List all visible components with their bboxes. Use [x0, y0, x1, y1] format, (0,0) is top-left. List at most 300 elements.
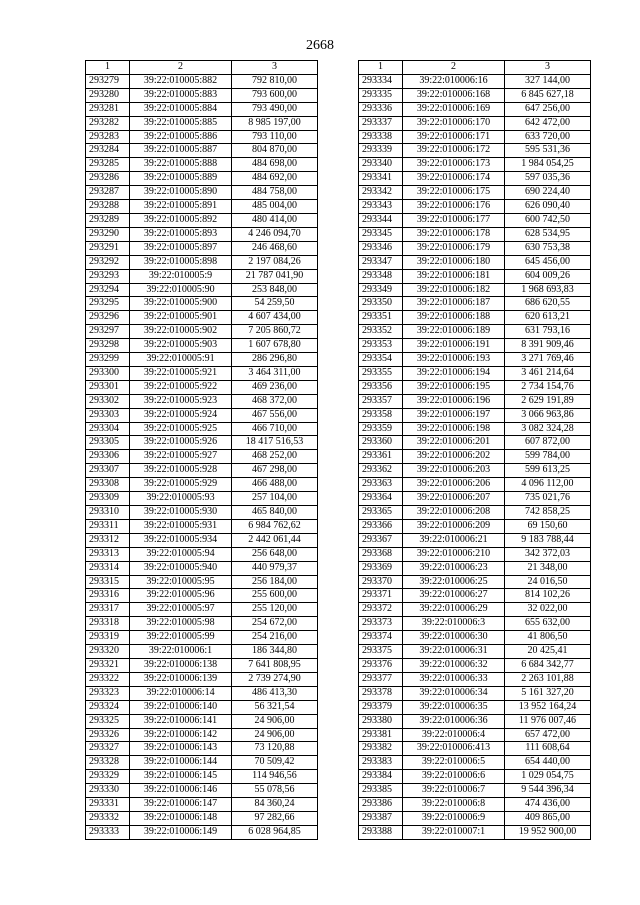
row-number: 293348 [359, 269, 403, 283]
cadastral-number: 39:22:010006:146 [130, 784, 232, 798]
cadastral-number: 39:22:010006:5 [403, 756, 505, 770]
cadastral-number: 39:22:010005:921 [130, 366, 232, 380]
table-row [359, 172, 591, 186]
table-row [86, 102, 318, 116]
row-number: 293314 [86, 561, 130, 575]
row-number: 293319 [86, 631, 130, 645]
cadastral-value: 255 120,00 [232, 603, 318, 617]
row-number: 293350 [359, 297, 403, 311]
row-number: 293323 [86, 686, 130, 700]
table-row [86, 533, 318, 547]
cadastral-value: 4 607 434,00 [232, 311, 318, 325]
table-row [359, 798, 591, 812]
cadastral-value: 604 009,26 [505, 269, 591, 283]
cadastral-value: 793 490,00 [232, 102, 318, 116]
right-register-table [358, 60, 591, 840]
row-number: 293380 [359, 714, 403, 728]
row-number: 293299 [86, 353, 130, 367]
table-row [359, 756, 591, 770]
table-row [86, 478, 318, 492]
cadastral-value: 111 608,64 [505, 742, 591, 756]
row-number: 293280 [86, 88, 130, 102]
cadastral-value: 11 976 007,46 [505, 714, 591, 728]
cadastral-value: 2 442 061,44 [232, 533, 318, 547]
table-row [359, 241, 591, 255]
table-row [359, 394, 591, 408]
cadastral-value: 254 216,00 [232, 631, 318, 645]
row-number: 293295 [86, 297, 130, 311]
table-row [359, 88, 591, 102]
cadastral-number: 39:22:010006:34 [403, 686, 505, 700]
cadastral-value: 1 607 678,80 [232, 339, 318, 353]
row-number: 293307 [86, 464, 130, 478]
cadastral-value: 24 016,50 [505, 575, 591, 589]
cadastral-value: 2 734 154,76 [505, 380, 591, 394]
table-row [86, 241, 318, 255]
cadastral-value: 2 739 274,90 [232, 672, 318, 686]
table-row [359, 422, 591, 436]
table-row [86, 658, 318, 672]
row-number: 293338 [359, 130, 403, 144]
row-number: 293373 [359, 617, 403, 631]
row-number: 293330 [86, 784, 130, 798]
cadastral-value: 114 946,56 [232, 770, 318, 784]
cadastral-number: 39:22:010006:25 [403, 575, 505, 589]
cadastral-value: 595 531,36 [505, 144, 591, 158]
table-row [359, 311, 591, 325]
cadastral-number: 39:22:010005:898 [130, 255, 232, 269]
cadastral-value: 3 464 311,00 [232, 366, 318, 380]
left-register-table [85, 60, 318, 840]
cadastral-number: 39:22:010006:139 [130, 672, 232, 686]
table-row [86, 422, 318, 436]
cadastral-value: 56 321,54 [232, 700, 318, 714]
cadastral-value: 626 090,40 [505, 200, 591, 214]
cadastral-value: 645 456,00 [505, 255, 591, 269]
cadastral-number: 39:22:010005:924 [130, 408, 232, 422]
table-row [359, 130, 591, 144]
cadastral-number: 39:22:010006:6 [403, 770, 505, 784]
cadastral-number: 39:22:010007:1 [403, 825, 505, 839]
cadastral-value: 467 556,00 [232, 408, 318, 422]
cadastral-value: 484 758,00 [232, 186, 318, 200]
table-row [86, 756, 318, 770]
cadastral-number: 39:22:010005:901 [130, 311, 232, 325]
row-number: 293366 [359, 519, 403, 533]
row-number: 293362 [359, 464, 403, 478]
cadastral-number: 39:22:010006:142 [130, 728, 232, 742]
cadastral-number: 39:22:010006:16 [403, 74, 505, 88]
cadastral-number: 39:22:010006:21 [403, 533, 505, 547]
table-row [86, 450, 318, 464]
cadastral-number: 39:22:010006:168 [403, 88, 505, 102]
row-number: 293371 [359, 589, 403, 603]
cadastral-value: 628 534,95 [505, 227, 591, 241]
row-number: 293326 [86, 728, 130, 742]
table-row [86, 464, 318, 478]
cadastral-value: 468 372,00 [232, 394, 318, 408]
cadastral-value: 6 028 964,85 [232, 825, 318, 839]
cadastral-number: 39:22:010005:885 [130, 116, 232, 130]
cadastral-number: 39:22:010006:143 [130, 742, 232, 756]
cadastral-value: 3 461 214,64 [505, 366, 591, 380]
cadastral-number: 39:22:010006:32 [403, 658, 505, 672]
row-number: 293346 [359, 241, 403, 255]
row-number: 293365 [359, 506, 403, 520]
table-row [359, 617, 591, 631]
cadastral-number: 39:22:010005:930 [130, 506, 232, 520]
row-number: 293349 [359, 283, 403, 297]
row-number: 293298 [86, 339, 130, 353]
cadastral-number: 39:22:010006:201 [403, 436, 505, 450]
cadastral-number: 39:22:010005:93 [130, 492, 232, 506]
table-row [359, 339, 591, 353]
row-number: 293318 [86, 617, 130, 631]
column-header-2: 2 [403, 61, 505, 75]
cadastral-value: 1 968 693,83 [505, 283, 591, 297]
cadastral-number: 39:22:010005:94 [130, 547, 232, 561]
cadastral-number: 39:22:010006:207 [403, 492, 505, 506]
table-row [86, 686, 318, 700]
cadastral-value: 655 632,00 [505, 617, 591, 631]
table-row [86, 617, 318, 631]
table-row [359, 506, 591, 520]
cadastral-number: 39:22:010006:9 [403, 811, 505, 825]
cadastral-number: 39:22:010006:27 [403, 589, 505, 603]
table-row [359, 631, 591, 645]
table-row [86, 436, 318, 450]
table-row [86, 255, 318, 269]
table-row [86, 380, 318, 394]
cadastral-number: 39:22:010006:202 [403, 450, 505, 464]
cadastral-number: 39:22:010005:934 [130, 533, 232, 547]
cadastral-number: 39:22:010006:193 [403, 353, 505, 367]
table-row [359, 366, 591, 380]
row-number: 293382 [359, 742, 403, 756]
cadastral-value: 4 096 112,00 [505, 478, 591, 492]
cadastral-value: 8 391 909,46 [505, 339, 591, 353]
cadastral-number: 39:22:010005:97 [130, 603, 232, 617]
row-number: 293379 [359, 700, 403, 714]
cadastral-number: 39:22:010006:35 [403, 700, 505, 714]
row-number: 293322 [86, 672, 130, 686]
cadastral-number: 39:22:010006:149 [130, 825, 232, 839]
cadastral-number: 39:22:010005:884 [130, 102, 232, 116]
cadastral-value: 69 150,60 [505, 519, 591, 533]
table-row [86, 311, 318, 325]
row-number: 293304 [86, 422, 130, 436]
row-number: 293285 [86, 158, 130, 172]
row-number: 293352 [359, 325, 403, 339]
cadastral-number: 39:22:010006:4 [403, 728, 505, 742]
table-row [359, 283, 591, 297]
cadastral-value: 54 259,50 [232, 297, 318, 311]
cadastral-value: 630 753,38 [505, 241, 591, 255]
cadastral-number: 39:22:010006:172 [403, 144, 505, 158]
table-row [86, 116, 318, 130]
cadastral-value: 3 271 769,46 [505, 353, 591, 367]
row-number: 293364 [359, 492, 403, 506]
row-number: 293311 [86, 519, 130, 533]
cadastral-value: 735 021,76 [505, 492, 591, 506]
table-row [86, 770, 318, 784]
row-number: 293347 [359, 255, 403, 269]
cadastral-number: 39:22:010005:883 [130, 88, 232, 102]
table-row [86, 394, 318, 408]
table-row [86, 825, 318, 839]
cadastral-value: 466 488,00 [232, 478, 318, 492]
table-row [86, 200, 318, 214]
table-row [359, 450, 591, 464]
column-header-1: 1 [359, 61, 403, 75]
cadastral-number: 39:22:010006:138 [130, 658, 232, 672]
row-number: 293359 [359, 422, 403, 436]
table-row [86, 130, 318, 144]
cadastral-value: 255 600,00 [232, 589, 318, 603]
cadastral-value: 253 848,00 [232, 283, 318, 297]
row-number: 293289 [86, 213, 130, 227]
cadastral-value: 631 793,16 [505, 325, 591, 339]
table-row [86, 227, 318, 241]
table-row [86, 784, 318, 798]
row-number: 293279 [86, 74, 130, 88]
table-row [359, 380, 591, 394]
row-number: 293374 [359, 631, 403, 645]
cadastral-number: 39:22:010005:99 [130, 631, 232, 645]
cadastral-value: 55 078,56 [232, 784, 318, 798]
row-number: 293310 [86, 506, 130, 520]
table-row [86, 297, 318, 311]
row-number: 293388 [359, 825, 403, 839]
row-number: 293281 [86, 102, 130, 116]
table-row [359, 353, 591, 367]
table-row [359, 464, 591, 478]
cadastral-number: 39:22:010006:7 [403, 784, 505, 798]
cadastral-number: 39:22:010006:148 [130, 811, 232, 825]
row-number: 293328 [86, 756, 130, 770]
row-number: 293308 [86, 478, 130, 492]
cadastral-value: 6 684 342,77 [505, 658, 591, 672]
table-row [359, 255, 591, 269]
table-row [359, 144, 591, 158]
cadastral-value: 246 468,60 [232, 241, 318, 255]
table-row [359, 811, 591, 825]
row-number: 293363 [359, 478, 403, 492]
cadastral-value: 633 720,00 [505, 130, 591, 144]
table-row [359, 645, 591, 659]
cadastral-number: 39:22:010006:180 [403, 255, 505, 269]
cadastral-number: 39:22:010005:9 [130, 269, 232, 283]
cadastral-number: 39:22:010006:191 [403, 339, 505, 353]
cadastral-number: 39:22:010005:929 [130, 478, 232, 492]
table-row [86, 492, 318, 506]
cadastral-value: 654 440,00 [505, 756, 591, 770]
row-number: 293354 [359, 353, 403, 367]
cadastral-value: 19 952 900,00 [505, 825, 591, 839]
cadastral-number: 39:22:010006:196 [403, 394, 505, 408]
row-number: 293370 [359, 575, 403, 589]
cadastral-number: 39:22:010005:887 [130, 144, 232, 158]
cadastral-number: 39:22:010005:891 [130, 200, 232, 214]
row-number: 293316 [86, 589, 130, 603]
row-number: 293312 [86, 533, 130, 547]
cadastral-number: 39:22:010006:179 [403, 241, 505, 255]
column-header-3: 3 [232, 61, 318, 75]
table-row [359, 227, 591, 241]
cadastral-value: 486 413,30 [232, 686, 318, 700]
cadastral-value: 24 906,00 [232, 714, 318, 728]
cadastral-value: 8 985 197,00 [232, 116, 318, 130]
row-number: 293305 [86, 436, 130, 450]
table-row [359, 325, 591, 339]
header-row [359, 61, 591, 75]
table-row [359, 686, 591, 700]
cadastral-value: 484 692,00 [232, 172, 318, 186]
row-number: 293353 [359, 339, 403, 353]
row-number: 293368 [359, 547, 403, 561]
cadastral-value: 9 183 788,44 [505, 533, 591, 547]
cadastral-value: 597 035,36 [505, 172, 591, 186]
cadastral-value: 474 436,00 [505, 798, 591, 812]
cadastral-value: 409 865,00 [505, 811, 591, 825]
row-number: 293332 [86, 811, 130, 825]
table-row [86, 74, 318, 88]
cadastral-value: 20 425,41 [505, 645, 591, 659]
cadastral-value: 257 104,00 [232, 492, 318, 506]
table-row [86, 575, 318, 589]
cadastral-number: 39:22:010005:90 [130, 283, 232, 297]
row-number: 293284 [86, 144, 130, 158]
row-number: 293340 [359, 158, 403, 172]
table-row [359, 436, 591, 450]
table-row [359, 575, 591, 589]
row-number: 293313 [86, 547, 130, 561]
table-row [86, 519, 318, 533]
row-number: 293300 [86, 366, 130, 380]
cadastral-value: 599 613,25 [505, 464, 591, 478]
row-number: 293383 [359, 756, 403, 770]
cadastral-number: 39:22:010006:181 [403, 269, 505, 283]
row-number: 293369 [359, 561, 403, 575]
table-row [359, 547, 591, 561]
cadastral-number: 39:22:010006:173 [403, 158, 505, 172]
row-number: 293360 [359, 436, 403, 450]
table-row [359, 158, 591, 172]
cadastral-number: 39:22:010006:169 [403, 102, 505, 116]
cadastral-value: 793 110,00 [232, 130, 318, 144]
cadastral-number: 39:22:010006:174 [403, 172, 505, 186]
table-row [86, 213, 318, 227]
cadastral-value: 792 810,00 [232, 74, 318, 88]
cadastral-value: 6 984 762,62 [232, 519, 318, 533]
table-row [359, 102, 591, 116]
cadastral-value: 480 414,00 [232, 213, 318, 227]
table-row [86, 353, 318, 367]
cadastral-value: 599 784,00 [505, 450, 591, 464]
cadastral-number: 39:22:010006:189 [403, 325, 505, 339]
page-number: 2668 [306, 38, 334, 53]
cadastral-number: 39:22:010005:900 [130, 297, 232, 311]
cadastral-value: 465 840,00 [232, 506, 318, 520]
cadastral-number: 39:22:010006:1 [130, 645, 232, 659]
table-row [359, 700, 591, 714]
cadastral-number: 39:22:010005:927 [130, 450, 232, 464]
row-number: 293386 [359, 798, 403, 812]
cadastral-value: 2 197 084,26 [232, 255, 318, 269]
cadastral-value: 21 348,00 [505, 561, 591, 575]
table-row [86, 283, 318, 297]
table-row [86, 798, 318, 812]
cadastral-number: 39:22:010005:96 [130, 589, 232, 603]
cadastral-number: 39:22:010006:29 [403, 603, 505, 617]
cadastral-value: 327 144,00 [505, 74, 591, 88]
cadastral-number: 39:22:010005:889 [130, 172, 232, 186]
cadastral-number: 39:22:010006:145 [130, 770, 232, 784]
row-number: 293357 [359, 394, 403, 408]
cadastral-number: 39:22:010006:8 [403, 798, 505, 812]
cadastral-number: 39:22:010006:3 [403, 617, 505, 631]
cadastral-number: 39:22:010006:33 [403, 672, 505, 686]
cadastral-number: 39:22:010006:175 [403, 186, 505, 200]
table-row [359, 603, 591, 617]
row-number: 293345 [359, 227, 403, 241]
table-row [359, 672, 591, 686]
row-number: 293320 [86, 645, 130, 659]
row-number: 293367 [359, 533, 403, 547]
row-number: 293302 [86, 394, 130, 408]
row-number: 293381 [359, 728, 403, 742]
row-number: 293282 [86, 116, 130, 130]
row-number: 293384 [359, 770, 403, 784]
table-row [86, 172, 318, 186]
cadastral-number: 39:22:010005:931 [130, 519, 232, 533]
cadastral-number: 39:22:010005:886 [130, 130, 232, 144]
table-row [359, 589, 591, 603]
cadastral-number: 39:22:010005:926 [130, 436, 232, 450]
table-row [86, 158, 318, 172]
cadastral-value: 466 710,00 [232, 422, 318, 436]
table-row [359, 770, 591, 784]
table-row [359, 200, 591, 214]
table-row [359, 784, 591, 798]
row-number: 293351 [359, 311, 403, 325]
cadastral-number: 39:22:010005:95 [130, 575, 232, 589]
row-number: 293341 [359, 172, 403, 186]
cadastral-value: 690 224,40 [505, 186, 591, 200]
cadastral-value: 686 620,55 [505, 297, 591, 311]
row-number: 293333 [86, 825, 130, 839]
row-number: 293331 [86, 798, 130, 812]
cadastral-number: 39:22:010005:940 [130, 561, 232, 575]
cadastral-value: 5 161 327,20 [505, 686, 591, 700]
table-row [359, 742, 591, 756]
cadastral-value: 647 256,00 [505, 102, 591, 116]
table-row [86, 672, 318, 686]
cadastral-value: 485 004,00 [232, 200, 318, 214]
table-row [86, 603, 318, 617]
table-row [359, 533, 591, 547]
row-number: 293325 [86, 714, 130, 728]
row-number: 293297 [86, 325, 130, 339]
cadastral-value: 1 029 054,75 [505, 770, 591, 784]
cadastral-value: 3 066 963,86 [505, 408, 591, 422]
table-row [359, 116, 591, 130]
column-header-3: 3 [505, 61, 591, 75]
table-row [86, 700, 318, 714]
cadastral-value: 256 648,00 [232, 547, 318, 561]
cadastral-value: 7 205 860,72 [232, 325, 318, 339]
cadastral-value: 467 298,00 [232, 464, 318, 478]
